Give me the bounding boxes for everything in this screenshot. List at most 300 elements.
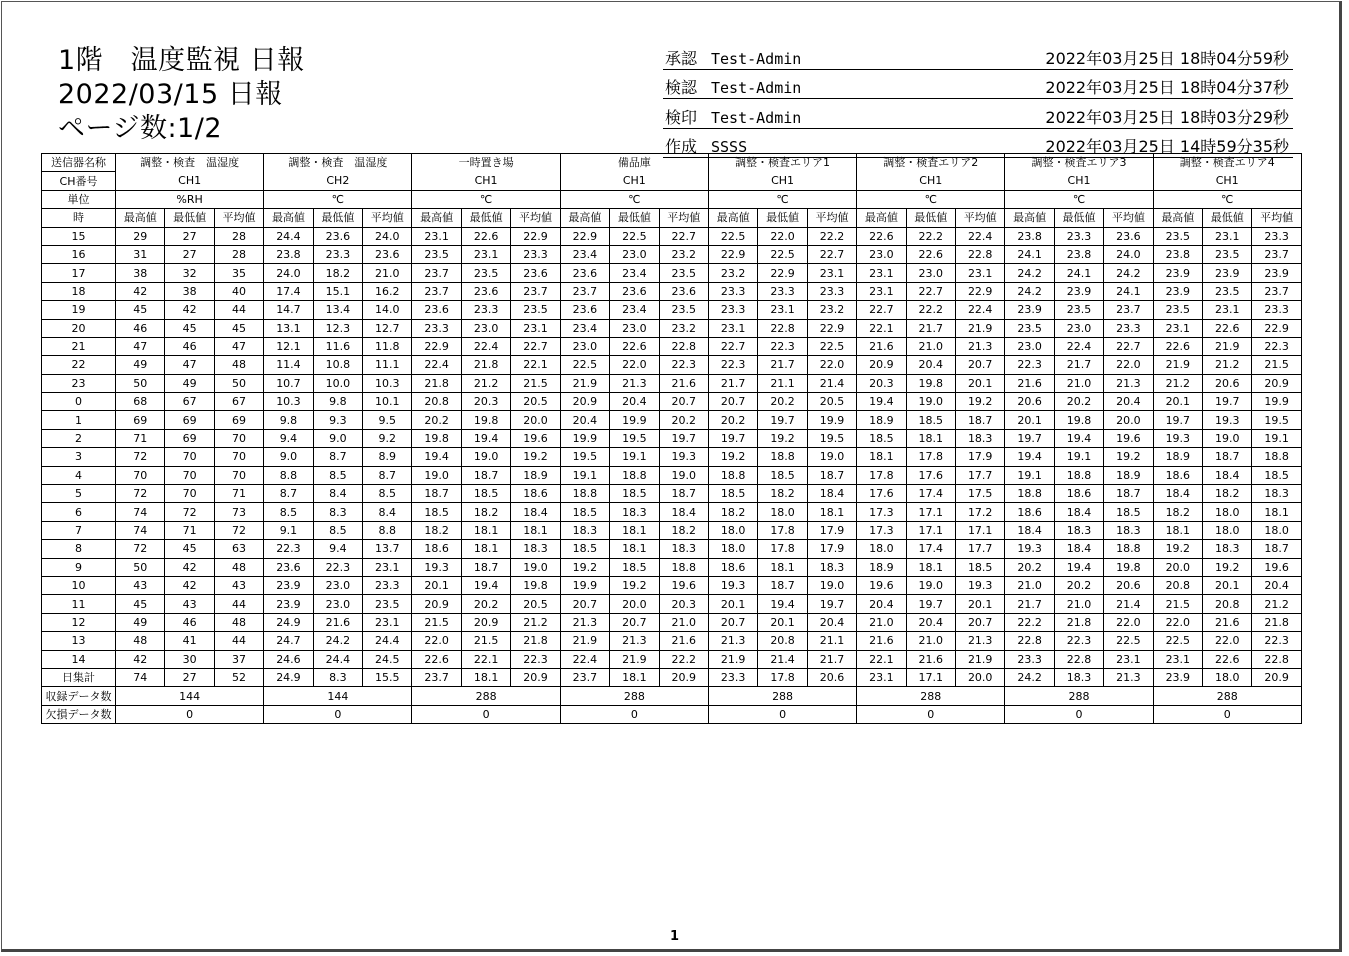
value-cell: 21.5 [461,632,510,650]
value-cell: 23.7 [412,264,461,282]
value-cell: 17.3 [857,503,906,521]
value-cell: 23.8 [1005,227,1054,245]
stat-header: 平均値 [955,209,1004,227]
value-cell: 20.9 [857,356,906,374]
stat-header: 平均値 [1104,209,1153,227]
value-cell: 70 [116,466,165,484]
daily-total-cell: 23.3 [708,668,757,686]
value-cell: 68 [116,393,165,411]
value-cell: 17.4 [906,540,955,558]
hour-row [42,374,1302,392]
value-cell: 18.0 [857,540,906,558]
stat-header: 最低値 [610,209,659,227]
value-cell: 8.7 [313,448,362,466]
value-cell: 21.9 [560,374,609,392]
value-cell: 71 [116,429,165,447]
value-cell: 23.5 [363,595,412,613]
value-cell: 19.1 [1005,466,1054,484]
value-cell: 19.4 [758,595,807,613]
value-cell: 20.9 [461,613,510,631]
value-cell: 69 [214,411,263,429]
value-cell: 23.3 [708,282,757,300]
value-cell: 22.8 [1252,650,1301,668]
value-cell: 22.0 [610,356,659,374]
stat-header: 最高値 [857,209,906,227]
value-cell: 10.3 [264,393,313,411]
stat-header: 最低値 [758,209,807,227]
value-cell: 67 [214,393,263,411]
value-cell: 19.8 [906,374,955,392]
value-cell: 74 [116,503,165,521]
value-cell: 23.4 [560,319,609,337]
value-cell: 18.4 [1054,540,1103,558]
daily-total-cell: 20.9 [511,668,560,686]
value-cell: 20.6 [1104,576,1153,594]
value-cell: 20.9 [1252,374,1301,392]
sensor-ch: CH1 [708,172,856,190]
value-cell: 22.0 [1104,356,1153,374]
value-cell: 18.7 [1104,485,1153,503]
hour-row [42,301,1302,319]
value-cell: 21.0 [1054,595,1103,613]
value-cell: 19.0 [461,448,510,466]
value-cell: 23.6 [659,282,708,300]
value-cell: 19.9 [560,429,609,447]
value-cell: 9.2 [363,429,412,447]
value-cell: 8.5 [313,466,362,484]
sensor-unit: ℃ [1153,190,1301,208]
daily-total-cell: 20.0 [955,668,1004,686]
hour-row [42,485,1302,503]
value-cell: 20.0 [1153,558,1202,576]
hour-row [42,227,1302,245]
value-cell: 8.7 [363,466,412,484]
value-cell: 23.7 [1252,245,1301,263]
value-cell: 21.3 [610,632,659,650]
value-cell: 24.6 [264,650,313,668]
value-cell: 22.3 [313,558,362,576]
recorded-count: 288 [857,687,1005,705]
value-cell: 20.5 [511,393,560,411]
value-cell: 23.0 [1054,319,1103,337]
value-cell: 49 [165,374,214,392]
hour-row [42,411,1302,429]
missing-count: 0 [857,705,1005,723]
daily-total-cell: 20.9 [1252,668,1301,686]
value-cell: 69 [165,411,214,429]
value-cell: 22.6 [906,245,955,263]
value-cell: 8.9 [363,448,412,466]
value-cell: 21.5 [1252,356,1301,374]
value-cell: 22.6 [1153,337,1202,355]
value-cell: 19.4 [412,448,461,466]
value-cell: 13.1 [264,319,313,337]
recorded-count: 288 [560,687,708,705]
value-cell: 18.7 [955,411,1004,429]
value-cell: 23.3 [1252,227,1301,245]
value-cell: 23.5 [659,301,708,319]
value-cell: 24.2 [313,632,362,650]
value-cell: 19.9 [1252,393,1301,411]
value-cell: 72 [116,448,165,466]
value-cell: 43 [116,576,165,594]
value-cell: 22.5 [758,245,807,263]
value-cell: 22.5 [708,227,757,245]
value-cell: 22.7 [807,245,856,263]
hour-label: 1 [42,411,116,429]
value-cell: 21.7 [1054,356,1103,374]
stat-header: 最高値 [1005,209,1054,227]
value-cell: 19.5 [610,429,659,447]
value-cell: 18.1 [461,521,510,539]
value-cell: 23.0 [313,576,362,594]
value-cell: 21.9 [955,319,1004,337]
recorded-count: 144 [116,687,264,705]
value-cell: 11.8 [363,337,412,355]
value-cell: 45 [165,319,214,337]
stat-header: 最高値 [708,209,757,227]
value-cell: 23.5 [1005,319,1054,337]
value-cell: 19.0 [511,558,560,576]
stat-header: 平均値 [214,209,263,227]
value-cell: 18.4 [1054,503,1103,521]
value-cell: 22.0 [758,227,807,245]
value-cell: 27 [165,227,214,245]
value-cell: 20.7 [708,393,757,411]
value-cell: 50 [116,558,165,576]
value-cell: 22.9 [560,227,609,245]
value-cell: 18.4 [1005,521,1054,539]
value-cell: 23.9 [1054,282,1103,300]
stat-header: 平均値 [807,209,856,227]
stat-header: 最低値 [165,209,214,227]
value-cell: 19.2 [1153,540,1202,558]
value-cell: 20.2 [758,393,807,411]
sensor-name: 調整・検査 温湿度 [116,154,264,172]
daily-total-cell: 21.3 [1104,668,1153,686]
value-cell: 18.1 [610,521,659,539]
value-cell: 21.7 [807,650,856,668]
value-cell: 19.5 [1252,411,1301,429]
value-cell: 18.5 [560,503,609,521]
value-cell: 23.7 [1104,301,1153,319]
value-cell: 22.1 [511,356,560,374]
value-cell: 18.7 [1203,448,1252,466]
value-cell: 23.5 [511,301,560,319]
stat-header: 最低値 [906,209,955,227]
header-row-stats [42,209,1302,227]
sensor-unit: ℃ [857,190,1005,208]
value-cell: 18.7 [412,485,461,503]
value-cell: 18.6 [511,485,560,503]
hour-row [42,632,1302,650]
value-cell: 70 [165,448,214,466]
value-cell: 19.2 [560,558,609,576]
value-cell: 18.8 [560,485,609,503]
value-cell: 21.7 [758,356,807,374]
value-cell: 21.0 [906,632,955,650]
hour-label: 2 [42,429,116,447]
value-cell: 24.5 [363,650,412,668]
value-cell: 18.4 [659,503,708,521]
value-cell: 23.2 [708,264,757,282]
value-cell: 23.1 [708,319,757,337]
value-cell: 69 [165,429,214,447]
value-cell: 17.4 [264,282,313,300]
value-cell: 19.7 [708,429,757,447]
value-cell: 21.1 [758,374,807,392]
value-cell: 18.4 [1203,466,1252,484]
value-cell: 18.2 [313,264,362,282]
hour-row [42,558,1302,576]
hour-row [42,466,1302,484]
value-cell: 19.0 [807,576,856,594]
sensor-name: 調整・検査エリア3 [1005,154,1153,172]
value-cell: 20.6 [1203,374,1252,392]
value-cell: 19.3 [1203,411,1252,429]
value-cell: 22.0 [807,356,856,374]
value-cell: 19.7 [807,595,856,613]
daily-total-cell: 20.6 [807,668,856,686]
value-cell: 23.6 [560,264,609,282]
value-cell: 17.1 [955,521,1004,539]
value-cell: 17.9 [807,521,856,539]
value-cell: 17.6 [857,485,906,503]
hour-row [42,282,1302,300]
stat-header: 最高値 [116,209,165,227]
value-cell: 19.7 [758,411,807,429]
value-cell: 45 [116,301,165,319]
value-cell: 18.0 [1203,521,1252,539]
label-daily-total: 日集計 [42,668,116,686]
value-cell: 24.0 [363,227,412,245]
value-cell: 20.7 [708,613,757,631]
value-cell: 18.0 [758,503,807,521]
label-ch-number: CH番号 [42,172,116,190]
value-cell: 20.9 [560,393,609,411]
value-cell: 17.1 [906,521,955,539]
signoff-role: 検認 [665,78,698,97]
value-cell: 10.1 [363,393,412,411]
value-cell: 19.4 [1005,448,1054,466]
hour-row [42,264,1302,282]
value-cell: 23.9 [264,595,313,613]
value-cell: 19.3 [412,558,461,576]
hour-label: 0 [42,393,116,411]
value-cell: 44 [214,595,263,613]
value-cell: 18.7 [807,466,856,484]
signoff-name: SSSS [711,138,748,156]
value-cell: 23.3 [1252,301,1301,319]
value-cell: 9.4 [264,429,313,447]
value-cell: 19.7 [906,595,955,613]
value-cell: 38 [165,282,214,300]
value-cell: 18.3 [1104,521,1153,539]
signoff-role: 作成 [665,137,698,156]
value-cell: 19.9 [610,411,659,429]
daily-total-cell: 23.7 [560,668,609,686]
value-cell: 21.6 [659,374,708,392]
value-cell: 20.1 [1153,393,1202,411]
value-cell: 17.9 [807,540,856,558]
sensor-unit: %RH [116,190,264,208]
value-cell: 22.9 [708,245,757,263]
value-cell: 23.1 [857,282,906,300]
value-cell: 19.0 [807,448,856,466]
value-cell: 48 [214,356,263,374]
value-cell: 32 [165,264,214,282]
value-cell: 42 [165,558,214,576]
page-number: 1 [669,929,680,944]
value-cell: 18.5 [906,411,955,429]
value-cell: 18.8 [1054,466,1103,484]
value-cell: 11.1 [363,356,412,374]
report-date: 2022/03/15 日報 [58,79,283,110]
value-cell: 23.3 [758,282,807,300]
stat-header: 平均値 [363,209,412,227]
value-cell: 19.0 [1203,429,1252,447]
value-cell: 28 [214,227,263,245]
value-cell: 17.3 [857,521,906,539]
value-cell: 23.2 [659,245,708,263]
value-cell: 20.8 [1203,595,1252,613]
value-cell: 18.3 [1252,485,1301,503]
stat-header: 最高値 [412,209,461,227]
value-cell: 23.0 [610,245,659,263]
value-cell: 43 [165,595,214,613]
value-cell: 23.5 [659,264,708,282]
value-cell: 19.2 [1203,558,1252,576]
stat-header: 平均値 [511,209,560,227]
recorded-count-row [42,687,1302,705]
value-cell: 20.1 [955,374,1004,392]
value-cell: 23.0 [313,595,362,613]
sensor-name: 調整・検査エリア1 [708,154,856,172]
value-cell: 18.1 [906,429,955,447]
value-cell: 23.9 [264,576,313,594]
value-cell: 23.7 [412,282,461,300]
hour-row [42,613,1302,631]
value-cell: 23.5 [412,245,461,263]
value-cell: 18.7 [1252,540,1301,558]
value-cell: 19.3 [659,448,708,466]
hour-row [42,503,1302,521]
stat-header: 最低値 [461,209,510,227]
value-cell: 18.9 [1153,448,1202,466]
value-cell: 21.8 [1252,613,1301,631]
missing-count-row [42,705,1302,723]
daily-total-cell: 15.5 [363,668,412,686]
hour-label: 11 [42,595,116,613]
value-cell: 42 [116,282,165,300]
value-cell: 24.1 [1005,245,1054,263]
value-cell: 17.8 [857,466,906,484]
value-cell: 19.0 [906,393,955,411]
stat-header: 最低値 [313,209,362,227]
value-cell: 18.6 [1054,485,1103,503]
value-cell: 23.7 [511,282,560,300]
value-cell: 24.1 [1054,264,1103,282]
value-cell: 8.4 [313,485,362,503]
value-cell: 21.9 [610,650,659,668]
value-cell: 22.4 [955,227,1004,245]
value-cell: 23.6 [412,301,461,319]
value-cell: 67 [165,393,214,411]
value-cell: 18.3 [610,503,659,521]
value-cell: 47 [165,356,214,374]
value-cell: 19.8 [412,429,461,447]
value-cell: 24.4 [264,227,313,245]
value-cell: 22.6 [461,227,510,245]
value-cell: 18.9 [857,411,906,429]
value-cell: 19.2 [708,448,757,466]
sensor-ch: CH1 [1005,172,1153,190]
signoff-review [663,70,1293,100]
hour-row [42,576,1302,594]
value-cell: 17.7 [955,466,1004,484]
hour-label: 6 [42,503,116,521]
value-cell: 21.1 [807,632,856,650]
value-cell: 18.3 [659,540,708,558]
value-cell: 23.9 [1153,282,1202,300]
value-cell: 20.3 [659,595,708,613]
daily-total-cell: 18.3 [1054,668,1103,686]
value-cell: 20.1 [1203,576,1252,594]
value-cell: 19.1 [610,448,659,466]
value-cell: 22.3 [1252,337,1301,355]
value-cell: 22.6 [610,337,659,355]
hour-label: 16 [42,245,116,263]
value-cell: 18.2 [1203,485,1252,503]
sensor-unit: ℃ [708,190,856,208]
value-cell: 23.8 [264,245,313,263]
value-cell: 23.1 [955,264,1004,282]
value-cell: 22.3 [758,337,807,355]
value-cell: 21.6 [857,632,906,650]
value-cell: 9.0 [313,429,362,447]
signoff-datetime: 2022年03月25日 18時03分29秒 [1045,107,1289,127]
value-cell: 21.4 [758,650,807,668]
signoff-approval [663,40,1293,70]
value-cell: 23.6 [610,282,659,300]
sensor-name: 調整・検査 温湿度 [264,154,412,172]
value-cell: 23.5 [461,264,510,282]
value-cell: 44 [214,632,263,650]
hour-label: 7 [42,521,116,539]
value-cell: 48 [214,558,263,576]
value-cell: 24.0 [1104,245,1153,263]
value-cell: 18.3 [1203,540,1252,558]
value-cell: 23.5 [1203,245,1252,263]
value-cell: 23.7 [1252,282,1301,300]
missing-count: 0 [1153,705,1301,723]
value-cell: 18.5 [610,558,659,576]
value-cell: 23.6 [461,282,510,300]
value-cell: 9.5 [363,411,412,429]
value-cell: 23.3 [1104,319,1153,337]
report-title: 1階 温度監視 日報 [58,45,305,76]
value-cell: 8.5 [313,521,362,539]
value-cell: 10.8 [313,356,362,374]
value-cell: 18.8 [1104,540,1153,558]
value-cell: 17.9 [955,448,1004,466]
value-cell: 22.6 [412,650,461,668]
sensor-ch: CH1 [116,172,264,190]
value-cell: 22.9 [412,337,461,355]
value-cell: 18.4 [807,485,856,503]
value-cell: 49 [116,356,165,374]
value-cell: 22.5 [1104,632,1153,650]
